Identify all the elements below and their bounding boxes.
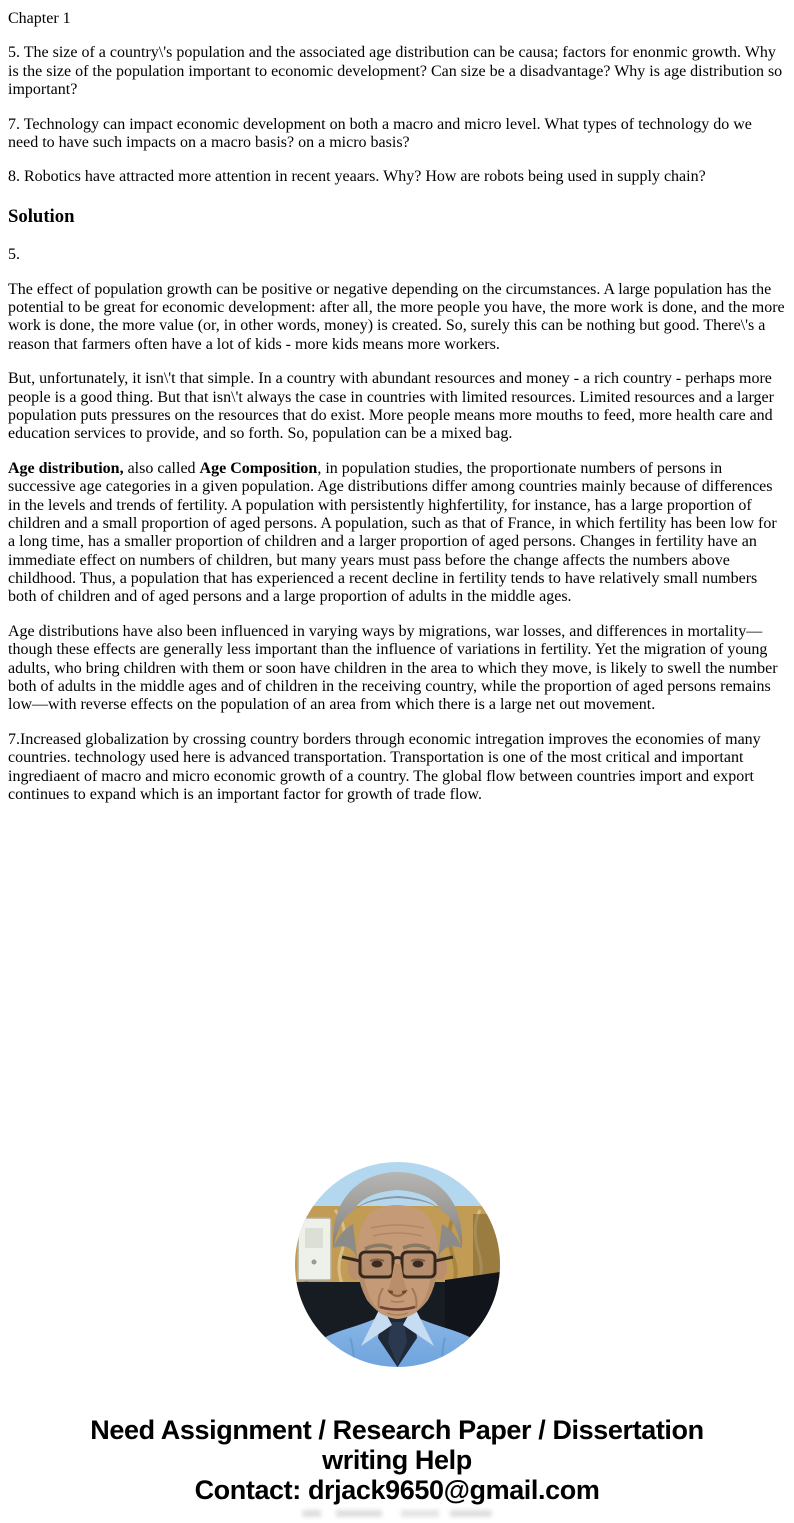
avatar [295, 1162, 500, 1367]
footer-line-1: Need Assignment / Research Paper / Dissertation [90, 1415, 704, 1446]
chapter-label: Chapter 1 [8, 10, 71, 27]
solution-paragraph-5: 7.Increased globalization by crossing country borders through economic intregation improves the economies of many countries. technology used here is advanced transportation. Transportation is one of the most critical and important ingrediaent of macro and micro economic growth of a country. The global flow between countries import and export continues to expand which is an important factor for growth of trade flow. [8, 730, 761, 803]
question-8: 8. Robotics have attracted more attention in recent yeaars. Why? How are robots being used in supply chain? [8, 168, 706, 186]
age-composition-term: Age Composition [199, 459, 318, 477]
avatar-portrait-image [295, 1162, 500, 1367]
solution-paragraph-2: But, unfortunately, it isn\'t that simple. In a country with abundant resources and money - a rich country - perhaps more people is a good thing. But that isn\'t always the case in countries with limited resources. Limited resources and a larger population puts pressures on the resources that do exist. More people means more mouths to feed, more health care and education services to provide, and so forth. So, population can be a mixed bag. [8, 370, 774, 443]
footer-line-2: writing Help [322, 1445, 472, 1476]
age-paragraph-rest: , in population studies, the proportionate numbers of persons in successive age categories in a given population. Age distributions differ among countries mainly because of differences in the levels and trends of fertility. A population with persistently highfertility, for instance, has a large proportion of children and a small proportion of aged persons. A population, such as that of France, in which fertility has been low for a long time, has a smaller proportion of children and a larger proportion of aged persons. Changes in fertility have an immediate effect on numbers of children, but many years must pass before the change affects the numbers above childhood. Thus, a population that has experienced a recent decline in fertility tends to have relatively small numbers both of children and of aged persons and a large proportion of adults in the middle ages. [8, 459, 777, 606]
solution-heading: Solution [8, 205, 75, 227]
question-7: 7. Technology can impact economic development on both a macro and micro level. What types of technology do we need to have such impacts on a macro basis? on a micro basis? [8, 115, 752, 151]
age-distribution-term: Age distribution, [8, 459, 124, 477]
solution-item-number: 5. [8, 246, 20, 264]
document-body [8, 10, 786, 804]
solution-paragraph-4: Age distributions have also been influenced in varying ways by migrations, war losses, and differences in mortality—though these effects are generally less important than the influence of variations in fertility. Yet the migration of young adults, who bring children with them or soon have children in the area to which they move, is likely to swell the number both of adults in the middle ages and of children in the receiving country, while the proportion of aged persons remains low—with reverse effects on the population of an area from which there is a large net out movement. [8, 622, 778, 714]
footer-banner [8, 1415, 786, 1517]
question-5: 5. The size of a country\'s population and the associated age distribution can be causa; factors for enonmic growth. Why is the size of the population important to economic development? Can size be a disadvantage? Why is age distribution so important? [8, 44, 783, 99]
footer-contact-line: Contact: drjack9650@gmail.com [194, 1475, 600, 1506]
age-paragraph-mid: also called [123, 459, 200, 477]
solution-paragraph-1: The effect of population growth can be positive or negative depending on the circumstances. A large population has the potential to be great for economic development: after all, the more people you have, the more work is done, and the more work is done, the more value (or, in other words, money) is created. So, surely this can be nothing but good. There\'s a reason that farmers often have a lot of kids - more kids means more workers. [8, 280, 785, 353]
solution-paragraph-age [8, 460, 786, 607]
faint-watermark-smudge [302, 1510, 492, 1517]
